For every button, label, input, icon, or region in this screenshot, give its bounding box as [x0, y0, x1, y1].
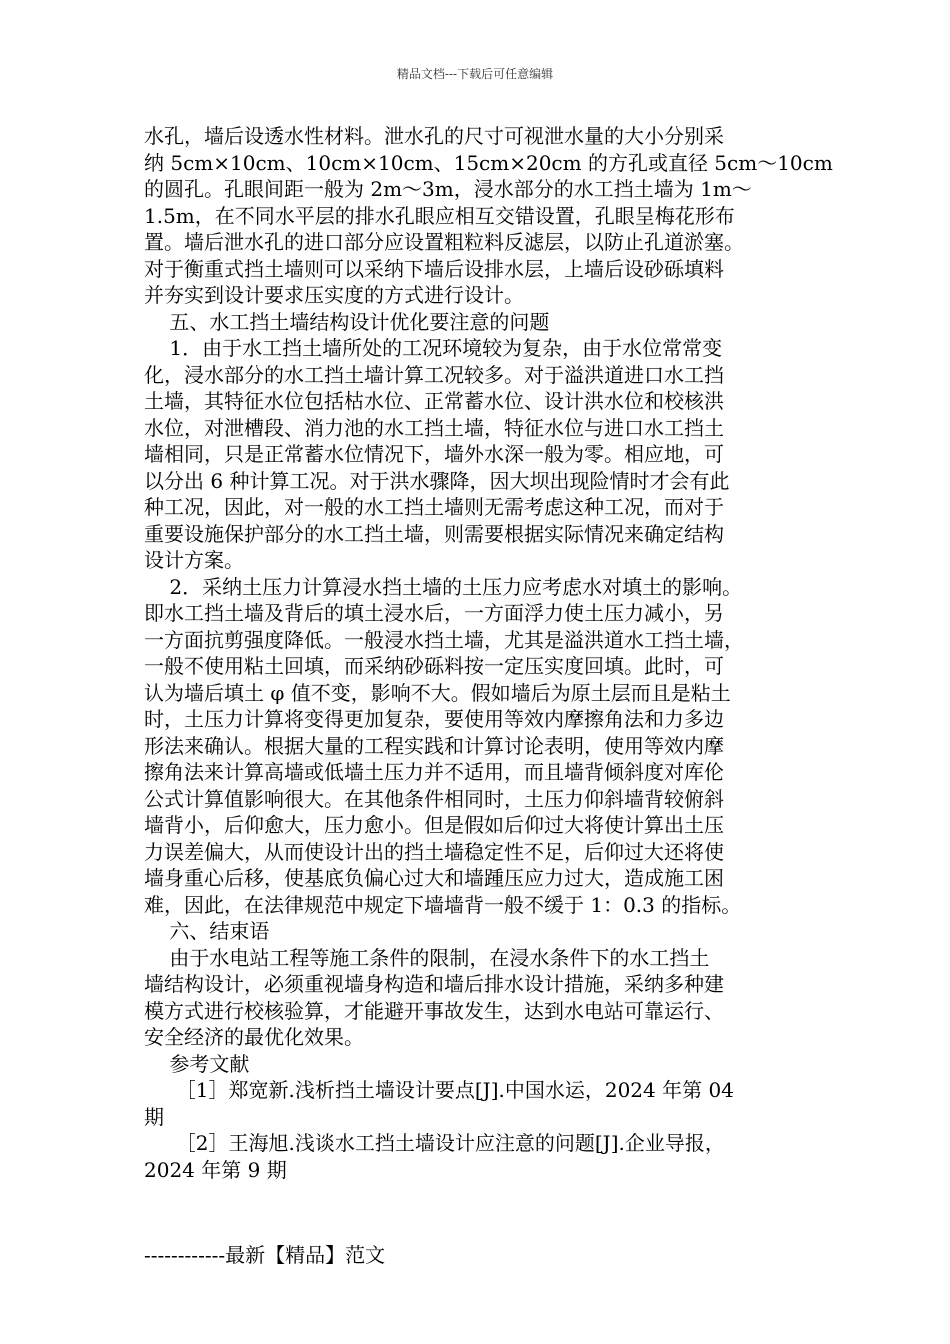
text-line: 的圆孔。孔眼间距一般为 2m～3m，浸水部分的水工挡土墙为 1m～: [144, 177, 752, 201]
text-line: 擦角法来计算高墙或低墙土压力并不适用，而且墙背倾斜度对库伦: [144, 760, 724, 784]
text-line: 并夯实到设计要求压实度的方式进行设计。: [144, 283, 524, 307]
text-line: 1．由于水工挡土墙所处的工况环境较为复杂，由于水位常常变: [144, 336, 723, 360]
reference-item: ［2］王海旭.浅谈水工挡土墙设计应注意的问题[J].企业导报，: [144, 1131, 725, 1155]
text-line: 一方面抗剪强度降低。一般浸水挡土墙，尤其是溢洪道水工挡土墙，: [144, 627, 744, 652]
section-heading: 五、水工挡土墙结构设计优化要注意的问题: [144, 309, 550, 334]
text-line: 种工况，因此，对一般的水工挡土墙则无需考虑这种工况，而对于: [144, 495, 724, 519]
text-line: 墙结构设计，必须重视墙身构造和墙后排水设计措施，采纳多种建: [144, 972, 724, 996]
text-line: 墙相同，只是正常蓄水位情况下，墙外水深一般为零。相应地，可: [144, 442, 724, 466]
text-line: 设计方案。: [144, 548, 244, 572]
text-line: 1.5m，在不同水平层的排水孔眼应相互交错设置，孔眼呈梅花形布: [144, 203, 735, 228]
text-line: 认为墙后填土 φ 值不变，影响不大。假如墙后为原土层而且是粘土: [144, 680, 731, 705]
references-heading: 参考文献: [144, 1051, 250, 1076]
text-line: 水孔，墙后设透水性材料。泄水孔的尺寸可视泄水量的大小分别采: [144, 124, 724, 148]
reference-item: 期: [144, 1104, 164, 1129]
text-line: 重要设施保护部分的水工挡土墙，则需要根据实际情况来确定结构: [144, 521, 724, 546]
text-line: 模方式进行校核验算，才能避开事故发生，达到水电站可靠运行、: [144, 998, 724, 1023]
text-line: 纳 5cm×10cm、10cm×10cm、15cm×20cm 的方孔或直径 5cm～10cm: [144, 150, 833, 175]
text-line: 由于水电站工程等施工条件的限制，在浸水条件下的水工挡土: [144, 945, 710, 970]
reference-item: 2024 年第 9 期: [144, 1157, 287, 1182]
section-heading: 六、结束语: [144, 919, 270, 943]
text-line: 时，土压力计算将变得更加复杂，要使用等效内摩擦角法和力多边: [144, 707, 724, 731]
text-line: 即水工挡土墙及背后的填土浸水后，一方面浮力使土压力减小，另: [144, 601, 724, 625]
text-line: 置。墙后泄水孔的进口部分应设置粗粒料反滤层，以防止孔道淤塞。: [144, 230, 744, 254]
text-line: 墙背小，后仰愈大，压力愈小。但是假如后仰过大将使计算出土压: [144, 813, 724, 837]
text-line: 2．采纳土压力计算浸水挡土墙的土压力应考虑水对填土的影响。: [144, 574, 743, 599]
text-line: 力误差偏大，从而使设计出的挡土墙稳定性不足，后仰过大还将使: [144, 839, 724, 864]
text-line: 一般不使用粘土回填，而采纳砂砾料按一定压实度回填。此时，可: [144, 654, 724, 678]
text-line: 化，浸水部分的水工挡土墙计算工况较多。对于溢洪道进口水工挡: [144, 362, 724, 387]
text-line: 形法来确认。根据大量的工程实践和计算讨论表明，使用等效内摩: [144, 733, 724, 758]
text-line: 安全经济的最优化效果。: [144, 1025, 364, 1049]
page-header: 精品文档---下载后可任意编辑: [396, 67, 554, 81]
text-line: 对于衡重式挡土墙则可以采纳下墙后设排水层，上墙后设砂砾填料: [144, 256, 724, 281]
text-line: 土墙，其特征水位包括枯水位、正常蓄水位、设计洪水位和校核洪: [144, 389, 724, 413]
text-line: 公式计算值影响很大。在其他条件相同时，土压力仰斜墙背较俯斜: [144, 786, 724, 811]
page-footer: ------------最新【精品】范文: [144, 1243, 386, 1267]
text-line: 水位，对泄槽段、消力池的水工挡土墙，特征水位与进口水工挡土: [144, 415, 724, 440]
reference-item: ［1］郑宽新.浅析挡土墙设计要点[J].中国水运，2024 年第 04: [144, 1078, 734, 1102]
text-line: 难，因此，在法律规范中规定下墙墙背一般不缓于 1：0.3 的指标。: [144, 892, 742, 917]
spacer: [144, 1183, 824, 1242]
text-line: 墙身重心后移，使基底负偏心过大和墙踵压应力过大，造成施工困: [144, 866, 724, 890]
text-line: 以分出 6 种计算工况。对于洪水骤降，因大坝出现险情时才会有此: [144, 468, 730, 493]
document-body: [144, 123, 833, 1269]
